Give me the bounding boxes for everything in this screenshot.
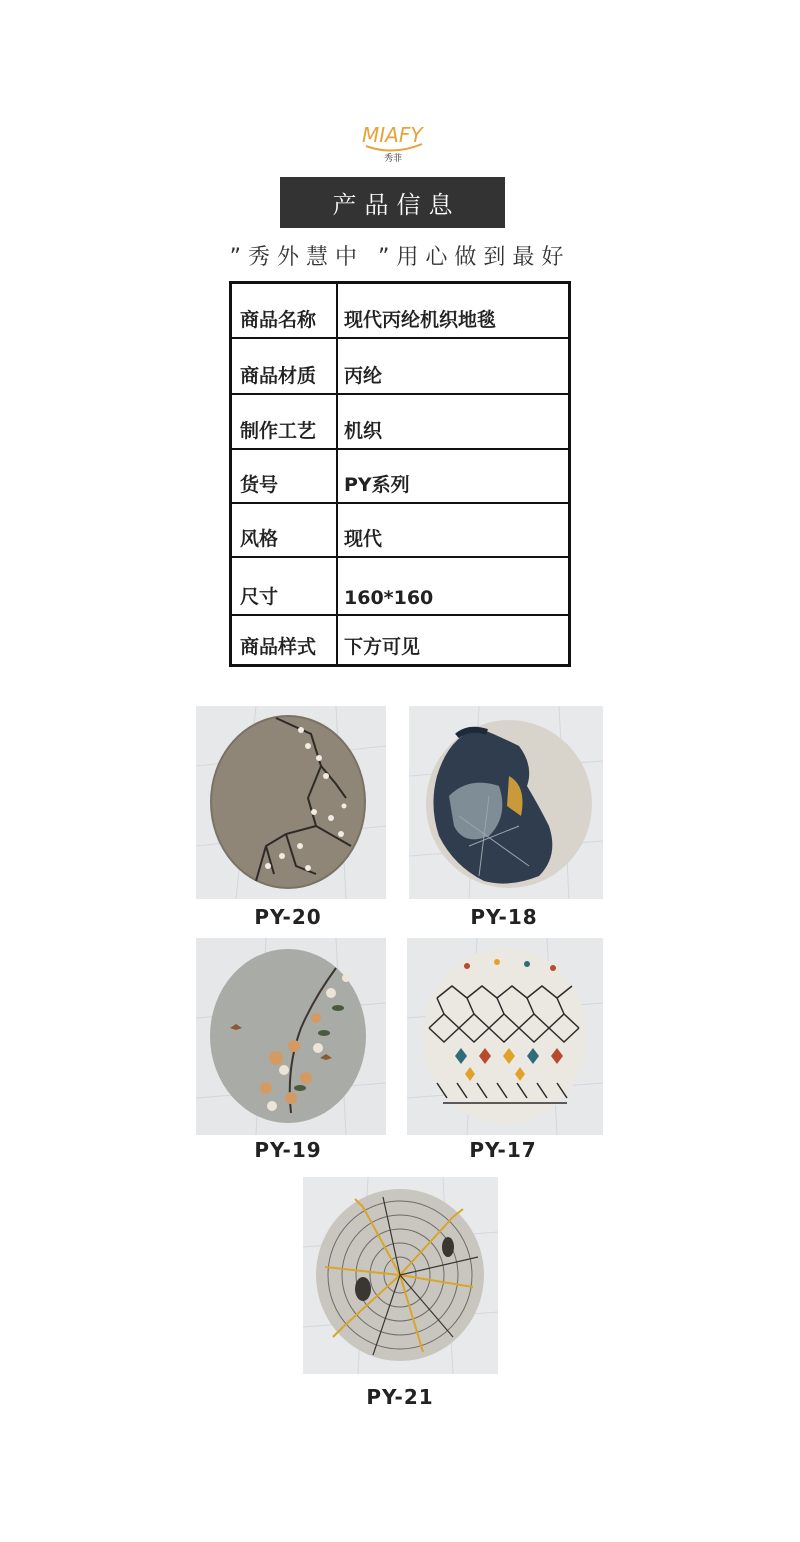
row-value: 160*160 (344, 587, 434, 609)
table-row (232, 616, 568, 664)
row-label: 制作工艺 (232, 395, 338, 448)
table-row (232, 284, 568, 339)
product-image-py20[interactable] (196, 706, 386, 899)
product-image-py17[interactable] (407, 938, 603, 1135)
row-label: 商品名称 (232, 284, 338, 337)
table-row (232, 450, 568, 504)
product-image-py19[interactable] (196, 938, 386, 1135)
product-info-table (229, 281, 571, 667)
table-row (232, 339, 568, 395)
row-value: 现代 (344, 528, 383, 550)
product-code: PY-21 (366, 1385, 434, 1409)
product-image-py18[interactable] (409, 706, 603, 899)
logo-mark-icon (360, 116, 426, 152)
product-code: PY-17 (469, 1138, 537, 1162)
row-label: 货号 (232, 450, 338, 502)
slogan: ”秀外慧中 ”用心做到最好 (229, 245, 571, 270)
brand-logo (360, 116, 426, 166)
product-code: PY-20 (254, 905, 322, 929)
row-value: 机织 (344, 420, 383, 442)
table-row (232, 395, 568, 450)
row-label: 尺寸 (232, 558, 338, 614)
row-label: 风格 (232, 504, 338, 556)
row-value: PY系列 (344, 474, 410, 496)
table-row (232, 504, 568, 558)
row-value: 丙纶 (344, 365, 383, 387)
row-label: 商品材质 (232, 339, 338, 393)
row-label: 商品样式 (232, 616, 338, 664)
row-value: 下方可见 (344, 636, 421, 658)
logo-subtitle: 秀菲 (383, 154, 402, 164)
product-code: PY-19 (254, 1138, 322, 1162)
section-title: 产品信息 (280, 177, 505, 228)
logo-text: MIAFY (362, 123, 423, 147)
product-code: PY-18 (470, 905, 538, 929)
product-image-py21[interactable] (303, 1177, 498, 1374)
row-value: 现代丙纶机织地毯 (344, 309, 497, 331)
table-row (232, 558, 568, 616)
